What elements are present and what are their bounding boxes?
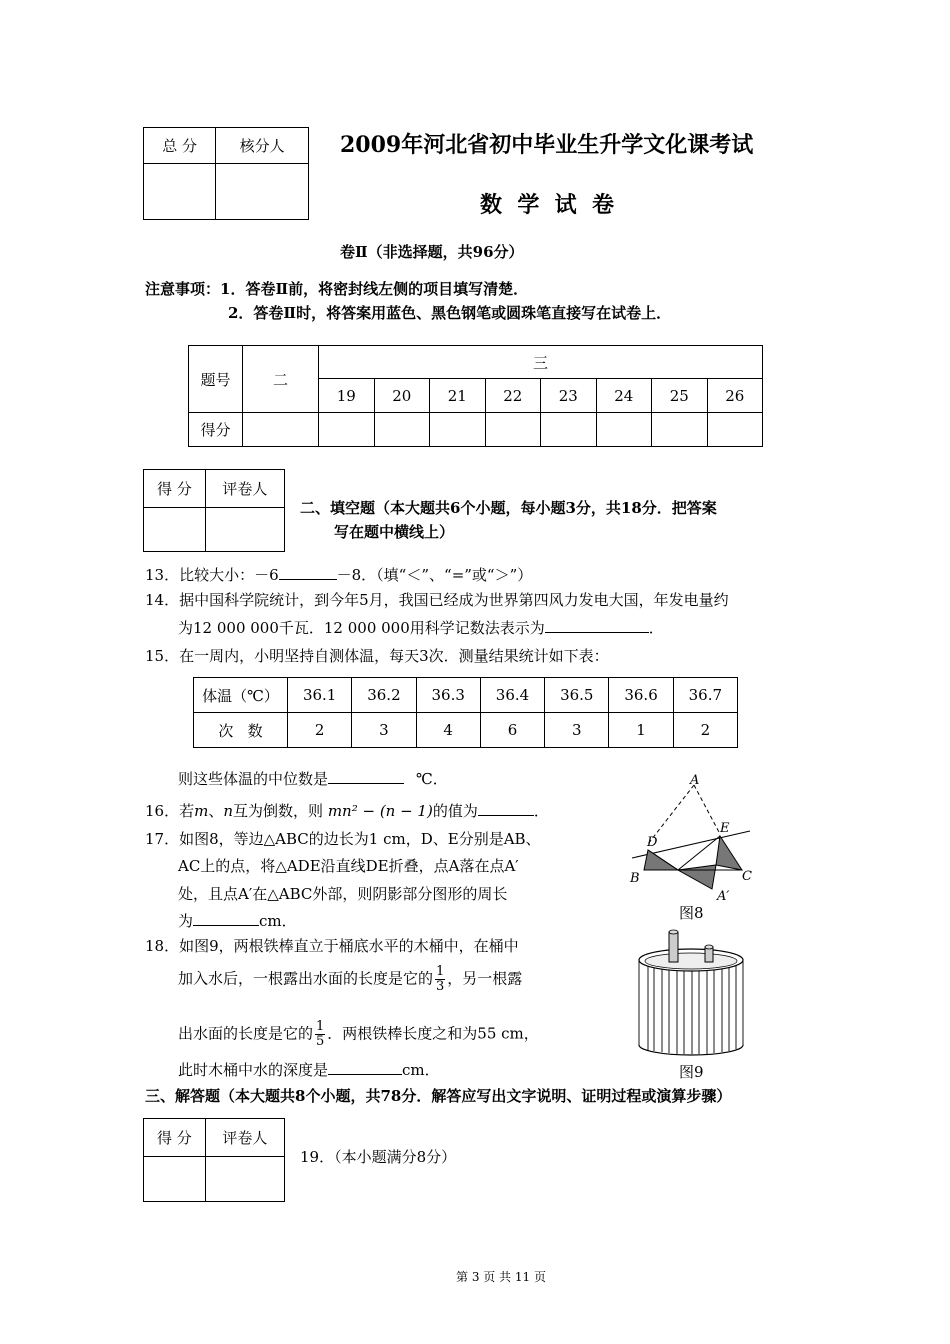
temp-header: 体温（℃）	[194, 678, 288, 713]
figure-9	[632, 925, 750, 1060]
rod-2-top	[705, 945, 713, 949]
checker-cell[interactable]	[216, 164, 309, 220]
q18-text-b: ，另一根露	[447, 969, 523, 988]
grader-name-cell[interactable]	[205, 1157, 284, 1202]
fig8-label-a-prime: A′	[717, 889, 730, 904]
question-17-line3: 处，且点A′在△ABC外部，则阴影部分图形的周长	[178, 885, 508, 903]
frac1-den: 3	[436, 979, 445, 994]
section2-title: 二、填空题（本大题共6个小题，每小题3分，共18分．把答案	[300, 499, 717, 517]
score-cell[interactable]	[319, 413, 375, 447]
total-score-label: 总 分	[144, 128, 216, 164]
question-21: 21	[430, 379, 486, 413]
score-label: 得分	[189, 413, 243, 447]
notice-label: 注意事项：	[145, 280, 221, 298]
fig8-label-a: A	[690, 773, 700, 788]
notice-item1: 1．答卷Ⅱ前，将密封线左侧的项目填写清楚．	[220, 280, 529, 298]
fig9-caption: 图9	[679, 1063, 704, 1081]
question-18-line4	[178, 1058, 440, 1081]
q17-text: 为	[178, 912, 194, 930]
count-value: 6	[480, 713, 544, 748]
count-value: 3	[352, 713, 416, 748]
q16-var-n: n	[223, 802, 234, 820]
q14-answer-blank[interactable]	[545, 616, 649, 633]
fig8-label-b: B	[630, 871, 640, 886]
count-value: 3	[545, 713, 609, 748]
total-score-cell[interactable]	[144, 164, 216, 220]
score-cell[interactable]	[243, 413, 319, 447]
q14-end: ．	[648, 619, 664, 637]
question-16	[145, 799, 549, 822]
q18-unit: cm．	[402, 1061, 440, 1079]
bucket-body	[639, 960, 743, 1045]
count-value: 1	[609, 713, 673, 748]
page-footer: 第 3 页 共 11 页	[456, 1270, 546, 1284]
question-23: 23	[541, 379, 597, 413]
score-cell[interactable]	[707, 413, 763, 447]
section3-label: 三	[319, 346, 763, 379]
q18-text-c: 出水面的长度是它的	[178, 1024, 314, 1043]
q18-text: 加入水后，一根露出水面的长度是它的	[178, 969, 434, 988]
frac2-den: 5	[316, 1034, 325, 1049]
exam-title: 2009年河北省初中毕业生升学文化课考试	[340, 132, 754, 158]
score-cell[interactable]	[541, 413, 597, 447]
q13-text: 13．比较大小：－6	[145, 566, 279, 584]
fig8-shade-bottom	[678, 865, 716, 889]
q15-unit: ℃．	[416, 770, 448, 788]
q15-text: 则这些体温的中位数是	[178, 770, 329, 788]
q16-expression: mn² − (n − 1)	[327, 802, 433, 820]
grader-score-cell[interactable]	[144, 508, 206, 552]
fig8-caption: 图8	[679, 904, 704, 922]
q13-answer-blank[interactable]	[279, 563, 337, 580]
count-value: 2	[288, 713, 352, 748]
question-14-line2	[178, 616, 664, 639]
question-17-line1: 17．如图8，等边△ABC的边长为1 cm，D、E分别是AB、	[145, 830, 541, 848]
score-cell[interactable]	[374, 413, 430, 447]
grader-label: 评卷人	[205, 470, 284, 508]
temp-value: 36.2	[352, 678, 416, 713]
temp-value: 36.4	[480, 678, 544, 713]
grader-box-section3	[143, 1118, 285, 1202]
question-17-line4	[178, 909, 297, 932]
frac1-num: 1	[436, 964, 445, 979]
score-cell[interactable]	[596, 413, 652, 447]
question-25: 25	[652, 379, 708, 413]
section2-label: 二	[243, 346, 319, 413]
q16-sep: 、	[208, 802, 224, 820]
iron-rod-1	[669, 932, 678, 962]
q18-text-d: ．两根铁棒长度之和为55 cm，	[327, 1024, 539, 1043]
q18-fraction-2	[315, 1020, 325, 1049]
temp-value: 36.6	[609, 678, 673, 713]
grader-label: 评卷人	[205, 1119, 284, 1157]
score-cell[interactable]	[430, 413, 486, 447]
q16-var-m: m	[194, 802, 209, 820]
question-19: 19	[319, 379, 375, 413]
score-cell[interactable]	[485, 413, 541, 447]
fig8-dashed-right	[694, 785, 720, 834]
q15-answer-blank[interactable]	[328, 767, 404, 784]
notice-item2: 2．答卷Ⅱ时，将答案用蓝色、黑色钢笔或圆珠笔直接写在试卷上．	[228, 304, 672, 322]
temp-value: 36.3	[416, 678, 480, 713]
q18-fraction-1	[435, 965, 445, 994]
section3-title: 三、解答题（本大题共8个小题，共78分．解答应写出文字说明、证明过程或演算步骤）	[145, 1087, 732, 1105]
temp-value: 36.1	[288, 678, 352, 713]
question-19: 19．（本小题满分8分）	[300, 1148, 457, 1166]
temperature-table	[193, 677, 738, 748]
question-24: 24	[596, 379, 652, 413]
q16-text-mid: 互为倒数，则	[233, 802, 324, 820]
question-26: 26	[707, 379, 763, 413]
grader-score-label: 得 分	[144, 1119, 206, 1157]
score-cell[interactable]	[652, 413, 708, 447]
section2-title-cont: 写在题中横线上）	[334, 523, 455, 541]
fig8-label-c: C	[742, 869, 752, 884]
volume-label: 卷Ⅱ（非选择题，共96分）	[340, 243, 524, 261]
question-number-label: 题号	[189, 346, 243, 413]
q14-text: 为12 000 000千瓦．12 000 000用科学记数法表示为	[178, 619, 545, 637]
question-13	[145, 563, 532, 586]
grader-name-cell[interactable]	[205, 508, 284, 552]
notice-line1	[145, 278, 528, 299]
figure-8	[620, 772, 760, 907]
total-score-box	[143, 127, 309, 220]
temp-value: 36.7	[673, 678, 737, 713]
count-value: 2	[673, 713, 737, 748]
q16-answer-blank[interactable]	[478, 799, 534, 816]
question-15-line2	[178, 767, 448, 790]
checker-label: 核分人	[216, 128, 309, 164]
score-table	[188, 345, 763, 447]
fig8-label-e: E	[720, 821, 730, 836]
water-surface	[645, 953, 737, 969]
question-18-line1: 18．如图9，两根铁棒直立于桶底水平的木桶中，在桶中	[145, 937, 519, 955]
q18-text-e: 此时木桶中水的深度是	[178, 1061, 329, 1079]
q18-answer-blank[interactable]	[328, 1058, 402, 1075]
question-20: 20	[374, 379, 430, 413]
frac2-num: 1	[316, 1019, 325, 1034]
q16-text-c: 的值为	[432, 802, 478, 820]
fig8-shade-right	[716, 836, 742, 870]
fig8-label-d: D	[647, 835, 658, 850]
grader-score-cell[interactable]	[144, 1157, 206, 1202]
question-18-line2	[178, 965, 522, 994]
question-15-line1: 15．在一周内，小明坚持自测体温，每天3次．测量结果统计如下表：	[145, 647, 609, 665]
count-value: 4	[416, 713, 480, 748]
q16-text: 16．若	[145, 802, 195, 820]
question-22: 22	[485, 379, 541, 413]
question-18-line3	[178, 1020, 539, 1049]
rod-1-top	[669, 930, 678, 934]
grader-box	[143, 469, 285, 552]
question-17-line2: AC上的点，将△ADE沿直线DE折叠，点A落在点A′	[178, 857, 519, 875]
q13-text-end: －8．（填“＜”、“=”或“＞”）	[336, 566, 533, 584]
question-14-line1: 14．据中国科学院统计，到今年5月，我国已经成为世界第四风力发电大国，年发电量约	[145, 591, 729, 609]
q17-answer-blank[interactable]	[193, 909, 259, 926]
grader-score-label: 得 分	[144, 470, 206, 508]
count-header: 次 数	[194, 713, 288, 748]
exam-subtitle: 数 学 试 卷	[480, 192, 614, 218]
q16-end: ．	[533, 802, 549, 820]
q17-unit: cm．	[259, 912, 297, 930]
temp-value: 36.5	[545, 678, 609, 713]
